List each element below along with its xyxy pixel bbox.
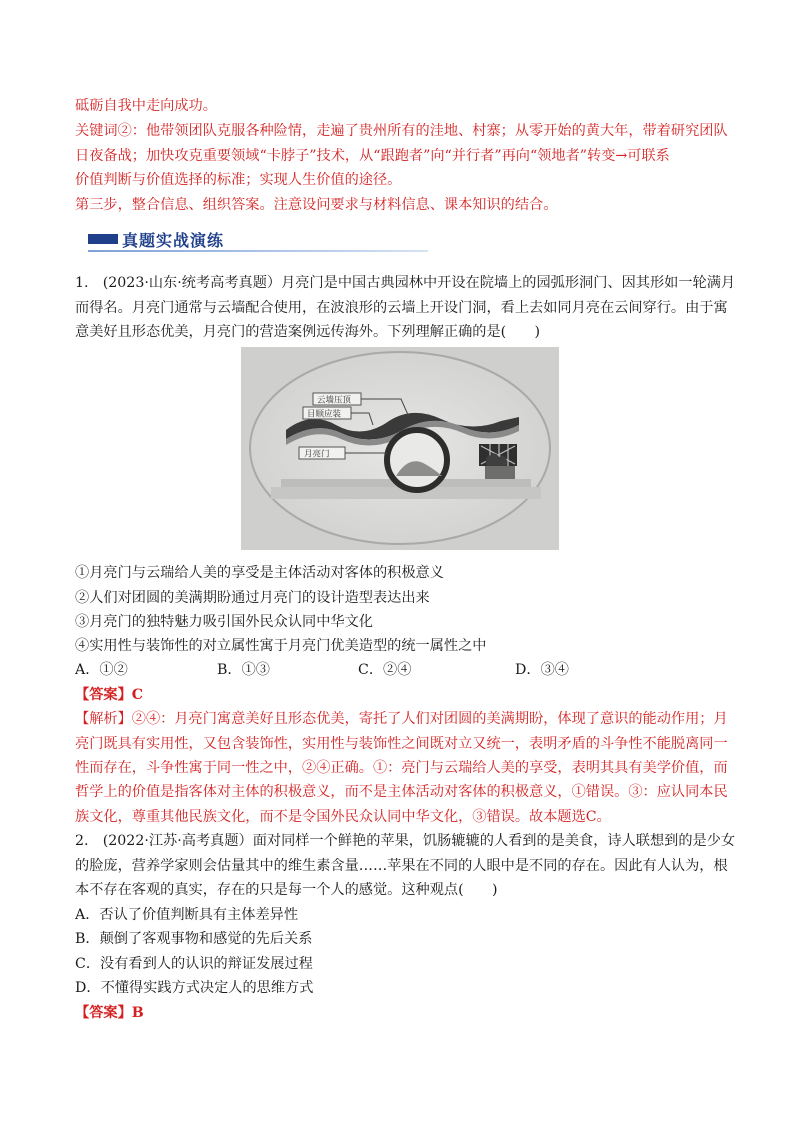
- q2-option-b: B．颠倒了客观事物和感觉的先后关系: [75, 931, 313, 947]
- question-1-stem: 意美好且形态优美，月亮门的营造案例远传海外。下列理解正确的是( ): [75, 324, 541, 340]
- moon-gate-figure: [241, 347, 559, 550]
- question-1-answer: 【答案】C: [75, 687, 144, 703]
- section-underline: [88, 250, 428, 252]
- figure-label-decoration: 目顺应装: [307, 409, 342, 420]
- q2-option-a: A．否认了价值判断具有主体差异性: [75, 907, 299, 923]
- step-three-line: 第三步，整合信息、组织答案。注意设问要求与材料信息、课本知识的结合。: [75, 197, 558, 213]
- question-2-stem: 2. (2022·江苏·高考真题）面对同样一个鲜艳的苹果，饥肠辘辘的人看到的是美食，诗人联想到的是少女: [75, 833, 736, 849]
- statement-4: ④实用性与装饰性的对立属性寓于月亮门优美造型的统一属性之中: [75, 638, 487, 654]
- section-heading: [88, 228, 418, 252]
- q2-option-d: D．不懂得实践方式决定人的思维方式: [75, 980, 314, 996]
- q2-option-c: C．没有看到人的认识的辩证发展过程: [75, 956, 313, 972]
- section-title: 真题实战演练: [122, 231, 225, 250]
- keyword-line: 关键词②：他带领团队克服各种险情，走遍了贵州所有的洼地、村寨；从零开始的黄大年，带着研究团队: [75, 123, 728, 139]
- question-1-analysis: 亮门既具有实用性，又包含装饰性，实用性与装饰性之间既对立又统一，表明矛盾的斗争性不能脱离同一: [75, 736, 728, 752]
- section-heading-bar: [88, 234, 118, 244]
- question-1-analysis: 哲学上的价值是指客体对主体的积极意义，而不是主体活动对客体的积极意义，①错误。③：应认同本民: [75, 784, 728, 800]
- question-2-stem: 的脸庞，营养学家则会估量其中的维生素含量……苹果在不同的人眼中是不同的存在。因此有人认为，根: [75, 858, 728, 874]
- figure-label-moon-gate: 月亮门: [304, 449, 330, 460]
- option-d: D．③④: [515, 662, 569, 678]
- question-1-stem: 1. (2023·山东·统考高考真题）月亮门是中国古典园林中开设在院墙上的园弧形洞门、因其形如一轮满月: [75, 275, 736, 291]
- keyword-line: 日夜备战；加快攻克重要领域“卡脖子”技术，从“跟跑者”向“并行者”再向“领地者”转变→可联系: [75, 148, 670, 164]
- question-1-stem: 而得名。月亮门通常与云墙配合使用，在波浪形的云墙上开设门洞，看上去如同月亮在云间穿行。由于寓: [75, 300, 728, 316]
- statement-1: ①月亮门与云瑞给人美的享受是主体活动对客体的积极意义: [75, 565, 444, 581]
- question-2-answer: 【答案】B: [75, 1005, 144, 1021]
- moon-gate-diagram: [241, 347, 559, 550]
- question-2-stem: 本不存在客观的真实，存在的只是每一个人的感觉。这种观点( ): [75, 882, 498, 898]
- question-1-analysis: 【解析】②④：月亮门寓意美好且形态优美，寄托了人们对团圆的美满期盼，体现了意识的能动作用；月: [75, 711, 728, 727]
- option-c: C．②④: [358, 662, 412, 678]
- statement-3: ③月亮门的独特魅力吸引国外民众认同中华文化: [75, 614, 373, 630]
- keyword-line: 价值判断与价值选择的标准；实现人生价值的途径。: [75, 172, 402, 188]
- figure-label-cloud-wall: 云墙压顶: [317, 395, 352, 406]
- option-b: B．①③: [217, 662, 270, 678]
- continued-text-line: 砥砺自我中走向成功。: [75, 98, 217, 114]
- question-1-analysis: 族文化，尊重其他民族文化，而不是令国外民众认同中华文化，③错误。故本题选C。: [75, 809, 611, 825]
- question-1-analysis: 性而存在，斗争性寓于同一性之中，②④正确。①：亮门与云瑞给人美的享受，表明其具有美学价值，而: [75, 760, 728, 776]
- statement-2: ②人们对团圆的美满期盼通过月亮门的设计造型表达出来: [75, 590, 430, 606]
- option-a: A．①②: [75, 662, 128, 678]
